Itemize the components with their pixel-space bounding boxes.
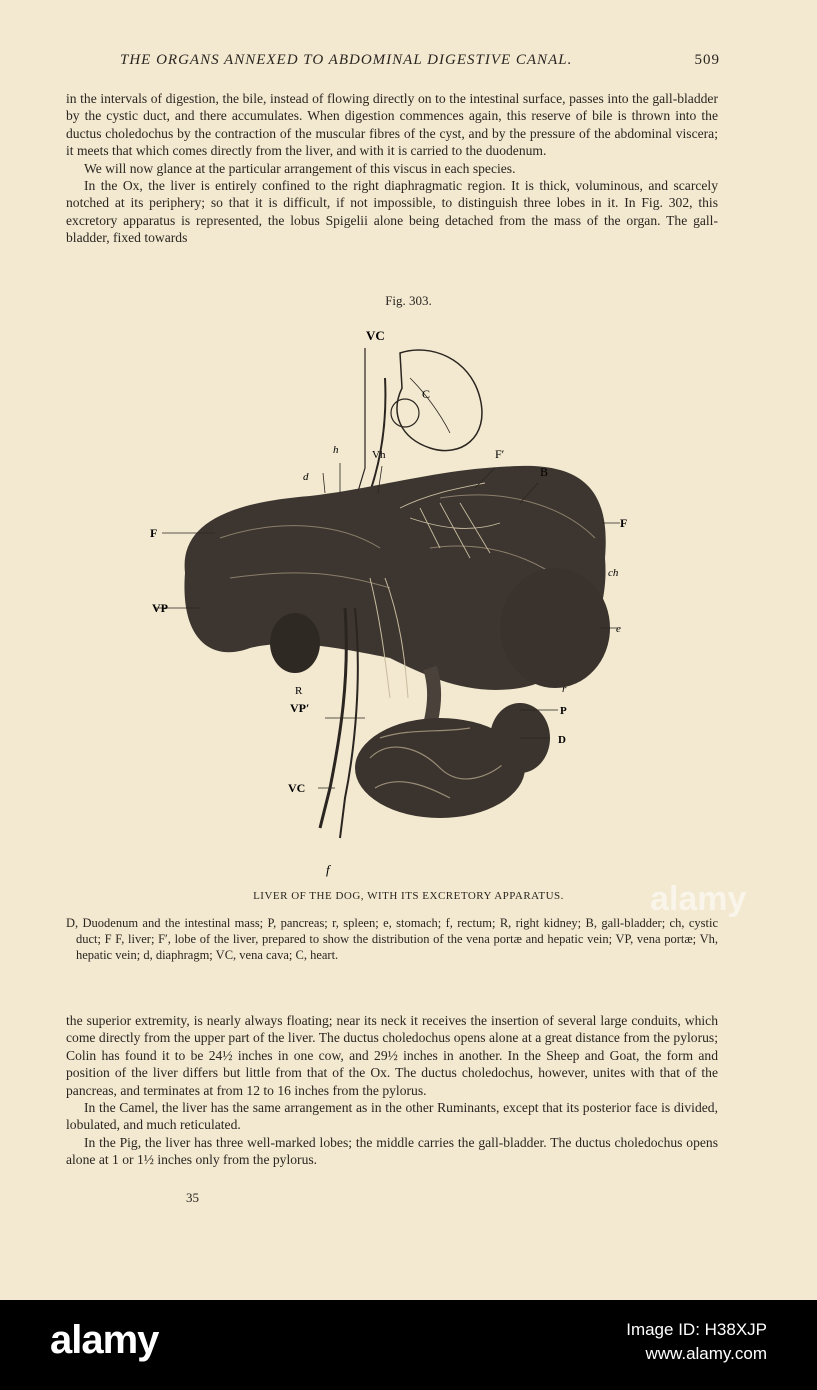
paragraph: We will now glance at the particular arrangement of this viscus in each species. bbox=[84, 160, 516, 176]
body-text-bottom bbox=[66, 1012, 718, 1169]
running-title: THE ORGANS ANNEXED TO ABDOMINAL DIGESTIVE CANAL. bbox=[120, 52, 573, 68]
paragraph: In the Pig, the liver has three well-marked lobes; the middle carries the gall-bladder. The ductus choledochus opens alone at 1 or 1½ inches only from the pylorus. bbox=[66, 1134, 718, 1168]
label-vp: VP bbox=[152, 601, 168, 615]
figure-legend: D, Duodenum and the intestinal mass; P, pancreas; r, spleen; e, stomach; f, rectum; R, right kidney; B, gall-bladder; ch, cystic duct; F F, liver; F′, lobe of the liver, prepared to show the distribution of the vena portæ and hepatic vein; VP, vena portæ; Vh, hepatic vein; d, diaphragm; VC, vena cava; C, heart. bbox=[66, 916, 718, 962]
label-e: e bbox=[616, 623, 621, 635]
liver-illustration bbox=[140, 318, 650, 878]
stock-logo[interactable]: alamy bbox=[50, 1318, 159, 1362]
figure-caption: LIVER OF THE DOG, WITH ITS EXCRETORY APPARATUS. bbox=[253, 890, 564, 902]
watermark: alamy bbox=[650, 880, 747, 918]
body-text-top bbox=[66, 90, 718, 247]
signature-mark: 35 bbox=[186, 1190, 199, 1205]
label-r-kidney: R bbox=[295, 685, 303, 697]
image-id: Image ID: H38XJP bbox=[626, 1320, 767, 1339]
label-f-right: F bbox=[620, 516, 628, 530]
paragraph: the superior extremity, is nearly always floating; near its neck it receives the insertion of several large conduits, which come directly from the upper part of the liver. The ductus choledochus opens alone at a great distance from the pylorus; Colin has found it to be 24½ inches in one cow, and 29½ inches in another. In the Sheep and Goat, the form and position of the liver differs but little from that of the Ox. The ductus choledochus, however, unites with that of the pancreas, and terminates at from 12 to 16 inches from the pylorus. bbox=[66, 1013, 718, 1098]
figure-label: Fig. 303. bbox=[385, 293, 432, 308]
label-p: P bbox=[560, 705, 567, 717]
label-f-prime: F′ bbox=[495, 447, 505, 461]
page-number: 509 bbox=[694, 52, 720, 68]
label-ch: ch bbox=[608, 567, 619, 579]
label-f-left: F bbox=[150, 526, 158, 540]
label-vp-prime: VP′ bbox=[290, 701, 310, 715]
label-b: B bbox=[540, 465, 549, 479]
label-vc: VC bbox=[366, 328, 385, 343]
label-h: h bbox=[333, 444, 339, 456]
stock-info bbox=[626, 1318, 767, 1366]
label-vh: Vh bbox=[372, 449, 386, 461]
label-vc-lower: VC bbox=[288, 781, 306, 795]
label-d-duodenum: D bbox=[558, 734, 566, 746]
label-c: C bbox=[422, 387, 431, 401]
paragraph: In the Camel, the liver has the same arrangement as in the other Ruminants, except that its posterior face is divided, lobulated, and much reticulated. bbox=[66, 1100, 718, 1133]
label-r-spleen: r bbox=[562, 683, 567, 695]
label-d: d bbox=[303, 471, 309, 483]
label-f-rectum: f bbox=[326, 862, 330, 877]
paragraph: In the Ox, the liver is entirely confined to the right diaphragmatic region. It is thick, voluminous, and scarcely notched at its periphery; so that it is difficult, if not impossible, to distinguish three lobes in it. In Fig. 302, this excretory apparatus is represented, the lobus Spigelii alone being detached from the mass of the organ. The gall-bladder, fixed towards bbox=[66, 178, 718, 246]
stock-url[interactable]: www.alamy.com bbox=[645, 1344, 767, 1363]
paragraph: in the intervals of digestion, the bile, instead of flowing directly on to the intestinal surface, passes into the gall-bladder by the cystic duct, and there accumulates. When digestion commences again, this reserve of bile is thrown into the ductus choledochus by the contraction of the muscular fibres of the cyst, and by the pressure of the abdominal viscera; it meets that which comes directly from the liver, and with it is carried to the duodenum. bbox=[66, 91, 718, 159]
